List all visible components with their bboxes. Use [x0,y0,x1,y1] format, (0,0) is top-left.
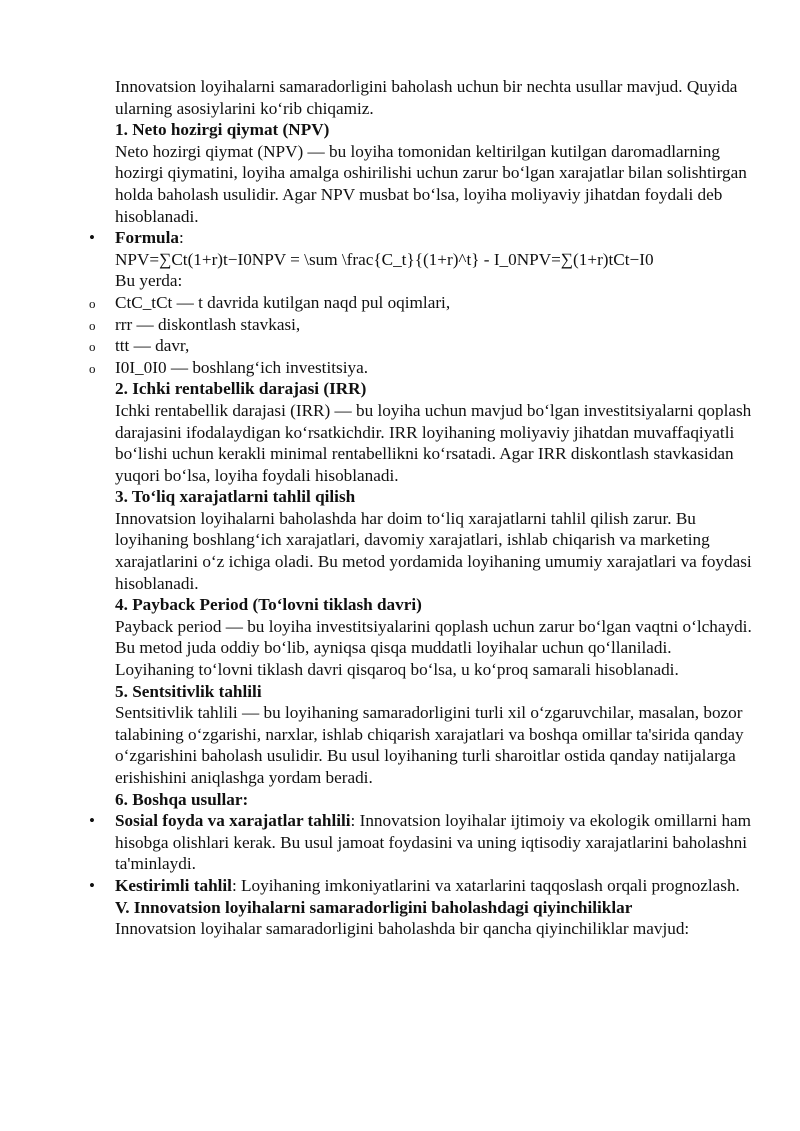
other-methods-heading: 6. Boshqa usullar: [115,789,249,809]
sensitivity-paragraph: Sentsitivlik tahlili — bu loyihaning samaradorligini turli xil o‘zgaruvchilar, masalan, bozor talabining o‘zgarishi, narxlar, ishlab chiqarish xarajatlari va boshqa omillar ta'sirida qanday o‘zgarishini baholash usulidir. Bu usul loyihaning turli sharoitlar ostida qanday natijalarga erishishini aniqlashga yordam beradi. [115,703,744,787]
full-cost-heading: 3. To‘liq xarajatlarni tahlil qilish [115,487,356,507]
method-label: Kestirimli tahlil [115,875,232,895]
variable-text: rrr — diskontlash stavkasi, [115,314,301,334]
challenges-heading: V. Innovatsion loyihalarni samaradorligini baholashdagi qiyinchiliklar [115,897,633,917]
formula-list [89,227,755,292]
payback-paragraph: Payback period — bu loyiha investitsiyalarini qoplash uchun zarur bo‘lgan vaqtni o‘lchaydi. Bu metod juda oddiy bo‘lib, ayniqsa qisqa muddatli loyihalar uchun qo‘llaniladi. Loyihaning to‘lovni tiklash davri qisqaroq bo‘lsa, u ko‘proq samarali hisoblanadi. [115,616,752,680]
formula-colon: : [178,228,184,248]
formula-here-label: Bu yerda: [115,271,183,291]
challenges-paragraph: Innovatsion loyihalar samaradorligini baholashda bir qancha qiyinchiliklar mavjud: [115,919,690,939]
irr-heading: 2. Ichki rentabellik darajasi (IRR) [115,379,367,399]
method-text: : Innovatsion loyihalar ijtimoiy va ekologik omillarni ham hisobga olishlari kerak. Bu usul jamoat foydasini va uning iqtisodiy xarajatlarini baholashni ta'minlaydi. [115,811,752,874]
method-text: : Loyihaning imkoniyatlarini va xatarlarini taqqoslash orqali prognozlash. [231,875,740,895]
sensitivity-heading: 5. Sentsitivlik tahlili [115,681,262,701]
npv-paragraph: Neto hozirgi qiymat (NPV) — bu loyiha tomonidan keltirilgan kutilgan daromadlarning hozirgi qiymatini, loyiha amalga oshirilishi uchun zarur bo‘lgan xarajatlar bilan solishtirgan holda baholash usulidir. Agar NPV musbat bo‘lsa, loyiha moliyaviy jihatdan foydali deb hisoblanadi. [115,141,747,226]
variable-text: ttt — davr, [115,336,190,356]
variable-item [89,357,755,379]
bullet-icon: • [89,875,95,895]
document-body [89,76,755,940]
payback-heading: 4. Payback Period (To‘lovni tiklash davri) [115,595,422,615]
circle-bullet-icon: o [89,360,96,376]
variable-item [89,292,755,314]
intro-paragraph: Innovatsion loyihalarni samaradorligini baholash uchun bir nechta usullar mavjud. Quyida ularning asosiylarini ko‘rib chiqamiz. [115,77,738,118]
full-cost-paragraph: Innovatsion loyihalarni baholashda har doim to‘liq xarajatlarni tahlil qilish zarur. Bu loyihaning boshlang‘ich xarajatlari, davomiy xarajatlari, ishlab chiqarish va marketing xarajatlarini o‘z ichiga oladi. Bu metod yordamida loyihaning umumiy xarajatlari va foydasi hisoblanadi. [115,508,752,593]
formula-item [89,227,755,292]
bullet-icon: • [89,811,95,831]
variable-text: CtC_tCt — t davrida kutilgan naqd pul oqimlari, [115,292,451,312]
circle-bullet-icon: o [89,295,96,311]
variables-list [89,292,755,378]
npv-heading: 1. Neto hozirgi qiymat (NPV) [115,120,330,140]
bullet-icon: • [89,228,95,248]
variable-text: I0I_0I0 — boshlang‘ich investitsiya. [115,357,368,377]
other-method-item [89,875,755,897]
circle-bullet-icon: o [89,317,96,333]
circle-bullet-icon: o [89,339,96,355]
formula-text: NPV=∑Ct(1+r)t−I0NPV = \sum \frac{C_t}{(1+r)^t} - I_0NPV=∑(1+r)tCt−I0 [115,249,654,269]
method-label: Sosial foyda va xarajatlar tahlili [115,811,351,831]
variable-item [89,335,755,357]
other-method-item [89,810,755,875]
other-methods-list [89,810,755,896]
variable-item [89,314,755,336]
irr-paragraph: Ichki rentabellik darajasi (IRR) — bu loyiha uchun mavjud bo‘lgan investitsiyalarni qoplash darajasini ifodalaydigan ko‘rsatkichdir. IRR loyihaning moliyaviy jihatdan muvaffaqiyatli bo‘lishi uchun kerakli minimal rentabellikni ko‘rsatadi. Agar IRR diskontlash stavkasidan yuqori bo‘lsa, loyiha foydali hisoblanadi. [115,400,752,485]
formula-label: Formula [115,228,179,248]
